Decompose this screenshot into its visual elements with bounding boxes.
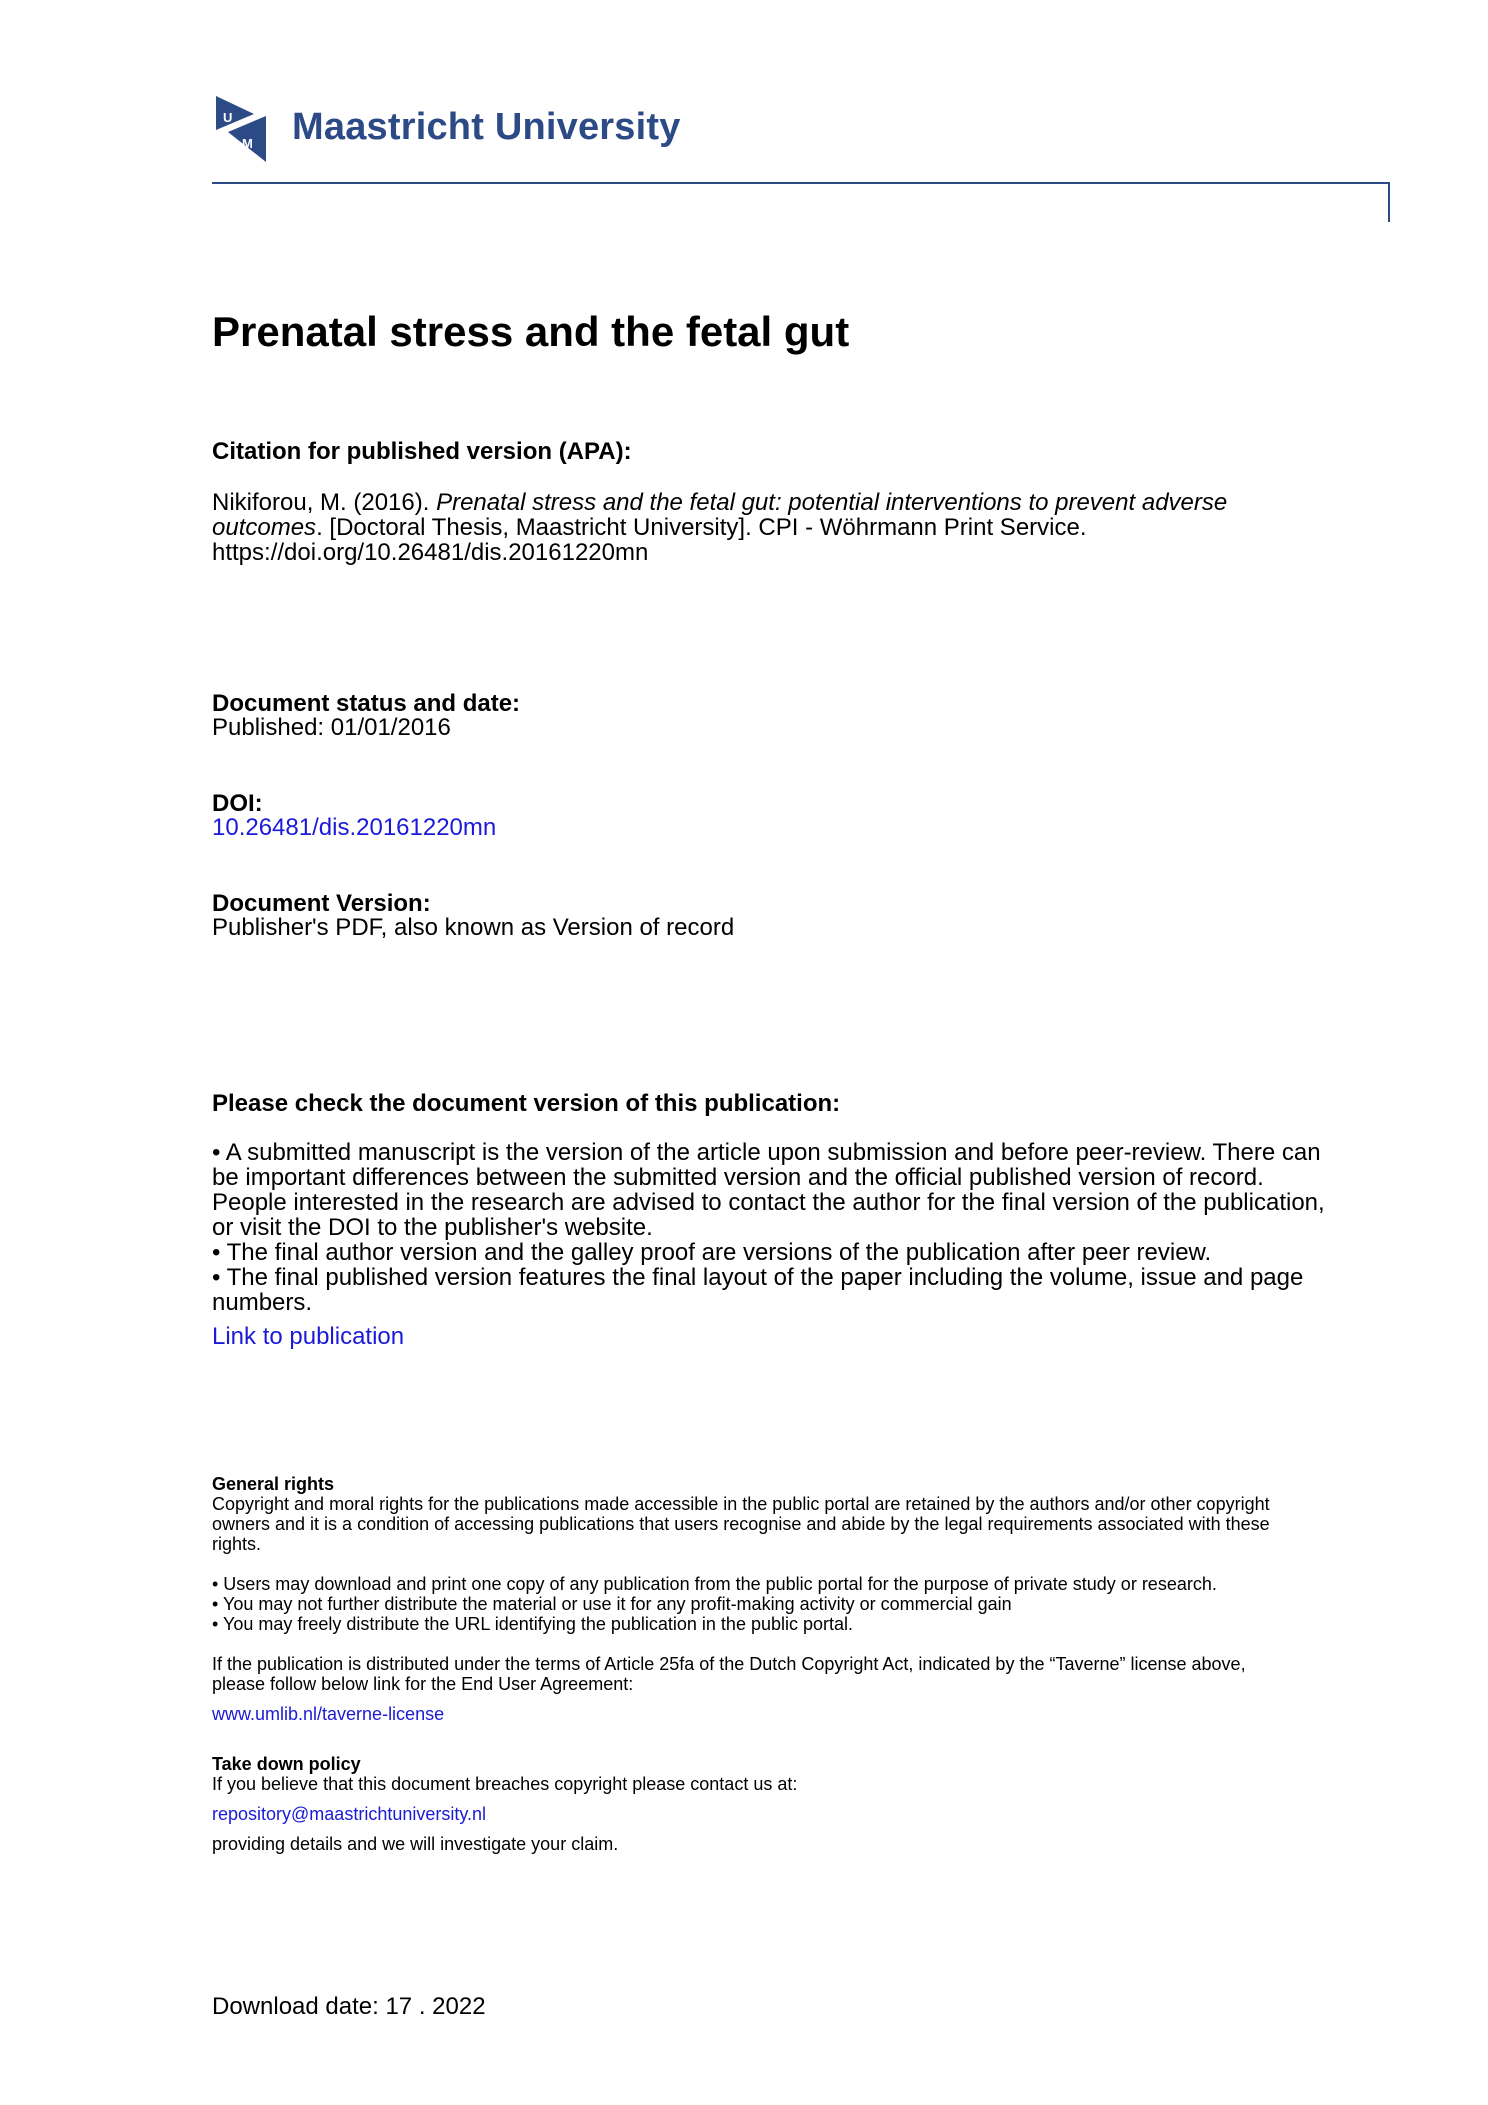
um-logo-icon [214,96,278,162]
takedown-text: If you believe that this document breaches copyright please contact us at: [212,1774,798,1794]
status-heading: Document status and date: [212,690,521,717]
header-divider-tick [1388,182,1390,222]
citation-author-year: Nikiforou, M. (2016). [212,489,437,516]
citation-heading: Citation for published version (APA): [212,438,632,465]
logo-letter-m: M [242,136,253,151]
citation-title-part2: outcomes [212,514,317,541]
rights-intro-line: Copyright and moral rights for the publications made accessible in the public portal are retained by the authors and/or other copyright [212,1494,1270,1514]
check-line: numbers. [212,1289,313,1316]
logo-letter-u: U [223,110,233,125]
taverne-license-link[interactable]: www.umlib.nl/taverne-license [212,1704,445,1724]
rights-intro-line: owners and it is a condition of accessing publications that users recognise and abide by the legal requirements associated with these [212,1514,1270,1534]
check-line: be important differences between the submitted version and the official published version of record. [212,1164,1264,1191]
rights-intro-line: rights. [212,1534,262,1554]
check-line: • A submitted manuscript is the version of the article upon submission and before peer-review. There can [212,1139,1321,1166]
rights-bullet: • You may freely distribute the URL identifying the publication in the public portal. [212,1614,854,1634]
check-line: • The final published version features the final layout of the paper including the volume, issue and page [212,1264,1304,1291]
university-logo [214,96,681,166]
status-value: Published: 01/01/2016 [212,714,451,741]
check-line: or visit the DOI to the publisher's website. [212,1214,653,1241]
download-date: Download date: 17 . 2022 [212,1993,486,2020]
rights-bullets [212,1574,1217,1634]
taverne-line: If the publication is distributed under the terms of Article 25fa of the Dutch Copyright Act, indicated by the “Taverne” license above, [212,1654,1246,1674]
repository-email-link[interactable]: repository@maastrichtuniversity.nl [212,1804,487,1824]
check-line: • The final author version and the galley proof are versions of the publication after peer review. [212,1239,1212,1266]
rights-bullet: • You may not further distribute the material or use it for any profit-making activity or commercial gain [212,1594,1012,1614]
publication-link[interactable]: Link to publication [212,1323,405,1350]
rights-bullet: • Users may download and print one copy of any publication from the public portal for the purpose of private study or research. [212,1574,1217,1594]
taverne-text [212,1654,1246,1694]
general-rights-heading: General rights [212,1474,335,1494]
logo-wordmark: Maastricht University [292,106,681,148]
citation-url: https://doi.org/10.26481/dis.20161220mn [212,539,649,566]
taverne-line: please follow below link for the End User Agreement: [212,1674,634,1694]
version-heading: Document Version: [212,890,431,917]
citation-rest: . [Doctoral Thesis, Maastricht University]. CPI - Wöhrmann Print Service. [316,514,1087,541]
doi-link[interactable]: 10.26481/dis.20161220mn [212,814,497,841]
header-divider [212,182,1390,184]
version-value: Publisher's PDF, also known as Version of record [212,914,735,941]
document-title: Prenatal stress and the fetal gut [212,308,850,355]
check-line: People interested in the research are advised to contact the author for the final version of the publication, [212,1189,1325,1216]
takedown-closing: providing details and we will investigate your claim. [212,1834,619,1854]
doi-heading: DOI: [212,790,263,817]
citation-title-part1: Prenatal stress and the fetal gut: potential interventions to prevent adverse [436,489,1228,516]
general-rights-intro [212,1494,1270,1554]
citation-text [212,490,1227,565]
check-version-heading: Please check the document version of this publication: [212,1090,841,1117]
check-version-text [212,1140,1325,1315]
takedown-heading: Take down policy [212,1754,361,1774]
